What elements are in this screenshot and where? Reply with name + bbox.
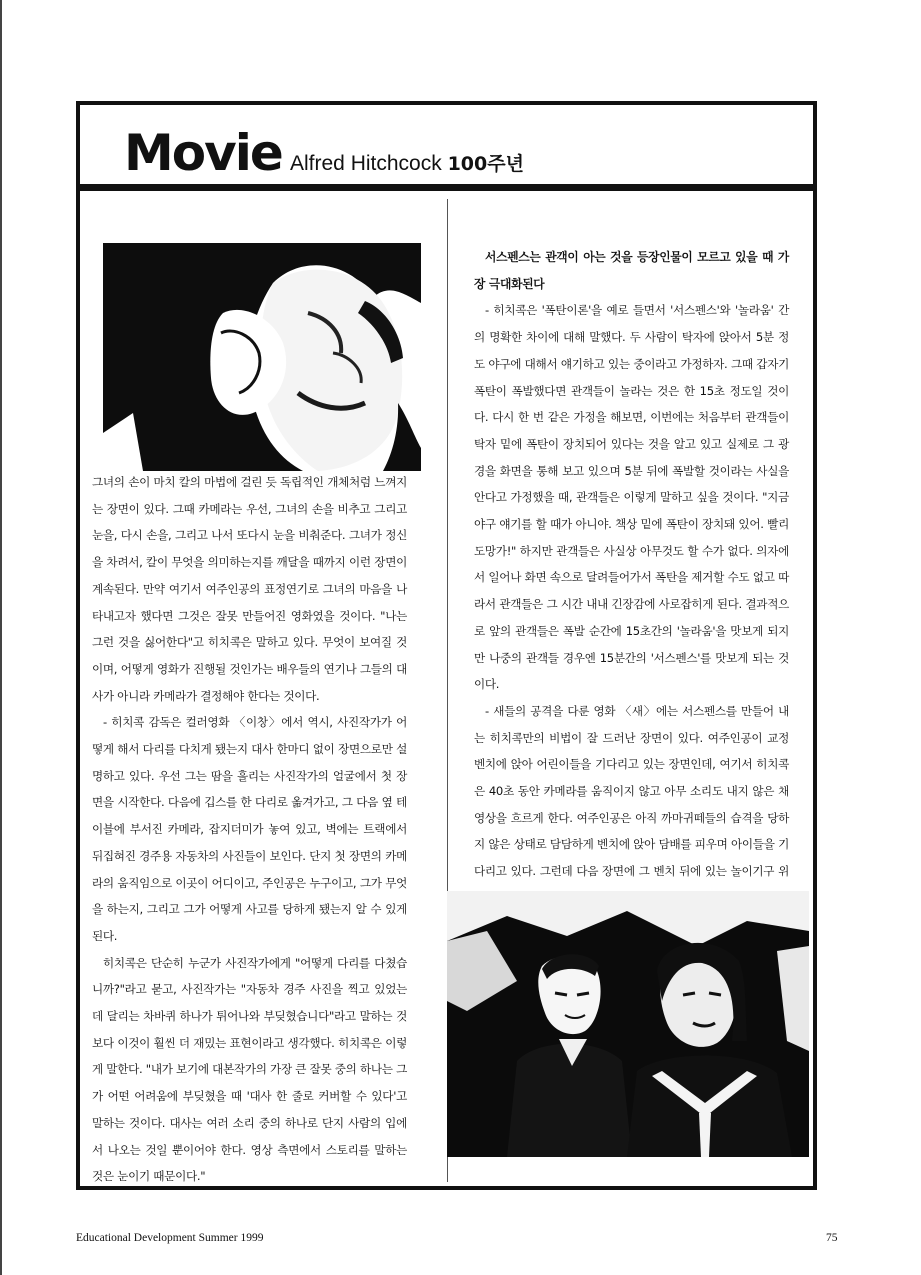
article-header [80, 105, 813, 191]
article-subtitle [290, 149, 524, 176]
scan-edge [0, 0, 2, 1275]
portrait-graphic [103, 243, 421, 471]
left-paragraph-3: 히치콕은 단순히 누군가 사진작가에게 "어떻게 다리를 다쳤습니까?"라고 묻고, 사진작가는 "자동차 경주 사진을 찍고 있었는데 달리는 차바퀴 하나가 튀어나와 부딪혔습니다"라고 말하는 것보다 이것이 훨씬 더 재밌는 표현이라고 생각했다. 히치콕은 이렇게 말한다. "내가 보기에 대본작가의 가장 큰 잘못 중의 하나는 그가 어떤 어려움에 부딪혔을 때 '대사 한 줄로 커버할 수 있다'고 말하는 것이다. 대사는 여러 소리 중의 하나로 단지 사람의 입에서 나오는 것일 뿐이어야 한다. 영상 측면에서 스토리를 말하는 것은 눈이기 때문이다." [92, 955, 407, 1184]
right-paragraph-2: - 새들의 공격을 다룬 영화 〈새〉에는 서스펜스를 만들어 내는 히치콕만의 비법이 잘 드러난 장면이 있다. 여주인공이 교정 벤치에 앉아 어린이들을 기다리고 있는 장면인데, 여기서 히치콕은 40초 동안 카메라를 움직이지 않고 아무 소리도 내지 않은 채 영상을 흐르게 한다. 여주인공은 아직 까마귀떼들의 습격을 당하지 않은 상태로 담담하게 벤치에 앉아 담배를 피우며 아이들을 기다리고 있다. 그런데 다음 장면에 그 벤치 뒤에 있는 놀이기구 위 [474, 703, 789, 879]
film-still-photo [447, 891, 809, 1157]
left-paragraph-2: - 히치콕 감독은 컬러영화 〈이창〉에서 역시, 사진작가가 어떻게 해서 다리를 다치게 됐는지 대사 한마디 없이 장면으로만 설명하고 있다. 우선 그는 땀을 흘리는 사진작가의 얼굴에서 첫 장면을 시작한다. 다음에 깁스를 한 다리로 옮겨가고, 그 다음 옆 테이블에 부서진 카메라, 잡지더미가 놓여 있고, 벽에는 트랙에서 뒤집혀진 경주용 자동차의 사진들이 보인다. 단지 첫 장면의 카메라의 움직임으로 이곳이 어디이고, 주인공은 누구이고, 그가 무엇을 하는지, 그리고 그가 어떻게 사고를 당하게 됐는지 알 수 있게 된다. [92, 715, 407, 943]
film-still-graphic [447, 891, 809, 1157]
subtitle-korean: 100주년 [447, 153, 524, 175]
right-paragraph-1: - 히치콕은 '폭탄이론'을 예로 들면서 '서스펜스'와 '놀라움' 간의 명확한 차이에 대해 말했다. 두 사람이 탁자에 앉아서 5분 정도 야구에 대해서 얘기하고 있는 중이라고 가정하자. 그때 갑자기 폭탄이 폭발했다면 관객들이 놀라는 것은 한 15초 정도일 것이다. 다시 한 번 같은 가정을 해보면, 이번에는 처음부터 관객들이 탁자 밑에 폭탄이 장치되어 있다는 것을 알고 있고 실제로 그 광경을 화면을 통해 보고 있으며 5분 뒤에 폭발할 것이라는 사실을 안다고 가정했을 때, 관객들은 이렇게 말하고 싶을 것이다. "지금 야구 얘기를 할 때가 아니야. 책상 밑에 폭탄이 장치돼 있어. 빨리 도망가!" 하지만 관객들은 사실상 아무것도 할 수가 없다. 의자에서 일어나 화면 속으로 달려들어가서 폭탄을 제거할 수도 없고 따라서 관객들은 그 시간 내내 긴장감에 사로잡히게 된다. 결과적으로 앞의 관객들은 폭발 순간에 15초간의 '놀라움'을 맛보게 되지만 나중의 관객들 경우엔 15분간의 '서스펜스'를 맛보게 되는 것이다. [474, 303, 789, 692]
left-paragraph-1: 그녀의 손이 마치 칼의 마법에 걸린 듯 독립적인 개체처럼 느껴지는 장면이 있다. 그때 카메라는 우선, 그녀의 손을 비추고 그리고 눈을, 다시 손을, 그리고 나서 또다시 눈을 비춰준다. 그녀가 정신을 차려서, 칼이 무엇을 의미하는지를 깨달을 때까지 이런 장면이 계속된다. 만약 여기서 여주인공의 표정연기로 그녀의 마음을 나타내고자 했다면 그것은 잘못 만들어진 영화였을 것이다. "나는 그런 것을 싫어한다"고 히치콕은 말하고 있다. 무엇이 보여질 것이며, 어떻게 영화가 진행될 것인가는 배우들의 연기나 그들의 대사가 아니라 카메라가 결정해야 한다는 것이다. [92, 475, 407, 703]
section-lead-heading: 서스펜스는 관객이 아는 것을 등장인물이 모르고 있을 때 가장 극대화된다 [474, 250, 789, 291]
hitchcock-portrait-photo [103, 243, 421, 471]
article-frame [76, 101, 817, 1190]
page-number: 75 [826, 1232, 838, 1244]
left-text-column [92, 469, 407, 1190]
subtitle-english: Alfred Hitchcock [290, 152, 442, 175]
section-title: Movie [124, 124, 282, 182]
publication-footer: Educational Development Summer 1999 [76, 1232, 264, 1244]
right-text-column [474, 244, 789, 938]
